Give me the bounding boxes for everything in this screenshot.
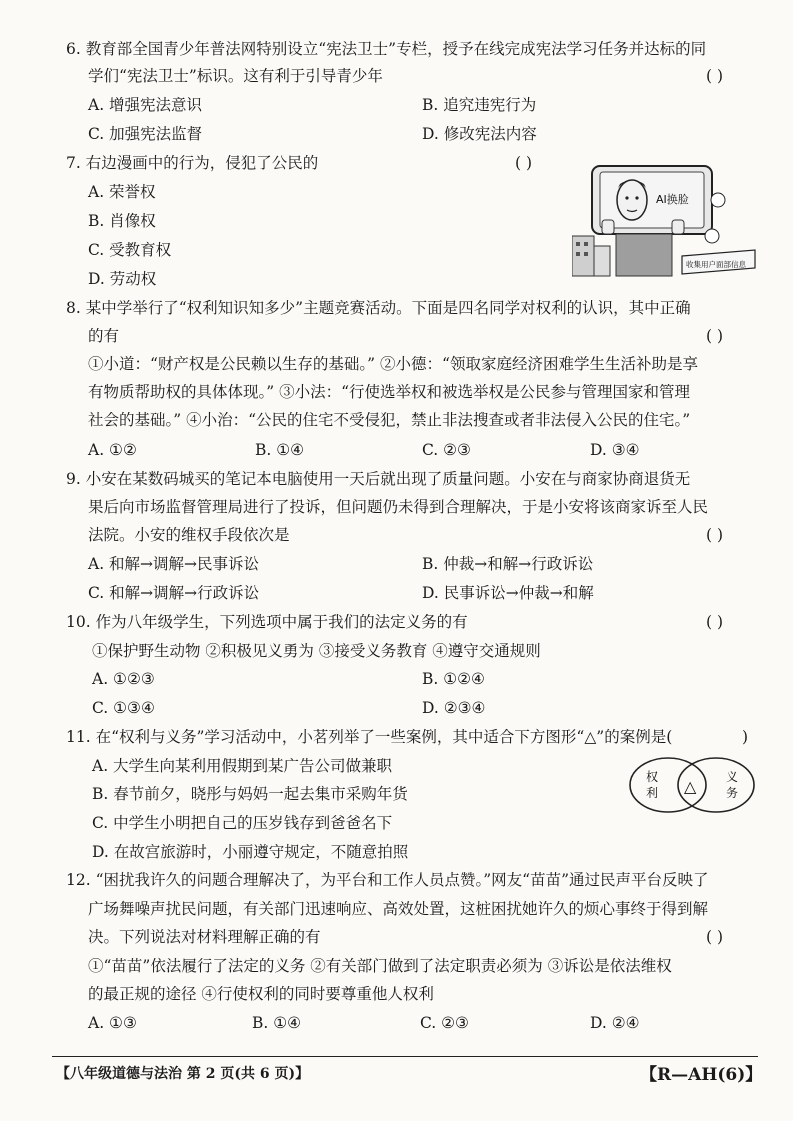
q8-stem-line2: 的有 [88, 327, 120, 345]
q11-answer-paren[interactable]: ) [742, 728, 749, 746]
q7-option-b[interactable]: B. 肖像权 [88, 212, 156, 230]
q8-statements-line3: 社会的基础。” ④小治：“公民的住宅不受侵犯，禁止非法搜查或者非法侵入公民的住宅。” [88, 411, 691, 429]
venn-left-label-2: 利 [646, 786, 659, 800]
q7-option-c[interactable]: C. 受教育权 [88, 241, 172, 259]
q7-option-a[interactable]: A. 荣誉权 [88, 183, 156, 201]
q12-option-a[interactable]: A. ①③ [88, 1014, 137, 1032]
venn-center-triangle: △ [684, 777, 697, 796]
q12-statements-line1: ①“苗苗”依法履行了法定的义务 ②有关部门做到了法定职责必须为 ③诉讼是依法维权 [88, 957, 672, 975]
q8-option-b[interactable]: B. ①④ [255, 441, 305, 459]
q12-stem-line1: 12. “困扰我许久的问题合理解决了，为平台和工作人员点赞。”网友“苗苗”通过民声平台反映了 [66, 871, 709, 889]
footer-page-info: 【八年级道德与法治 第 2 页(共 6 页)】 [56, 1066, 310, 1082]
comic-screen-text: AI换脸 [656, 193, 689, 206]
q6-stem-line1: 6. 教育部全国青少年普法网特别设立“宪法卫士”专栏，授予在线完成宪法学习任务并达标的同 [66, 40, 707, 58]
venn-left-label-1: 权 [646, 770, 659, 784]
q9-stem-line2: 果后向市场监督管理局进行了投诉，但问题仍未得到合理解决，于是小安将该商家诉至人民 [88, 498, 709, 516]
q10-option-c[interactable]: C. ①③④ [92, 699, 155, 717]
q7-stem-line1: 7. 右边漫画中的行为，侵犯了公民的 [66, 154, 319, 172]
rights-duties-venn-diagram [628, 755, 756, 815]
q12-stem-line2: 广场舞噪声扰民问题，有关部门迅速响应、高效处置，这桩困扰她许久的烦心事终于得到解 [88, 900, 709, 918]
q12-option-d[interactable]: D. ②④ [590, 1014, 640, 1032]
q8-statements-line1: ①小道：“财产权是公民赖以生存的基础。” ②小德：“领取家庭经济困难学生生活补助是享 [88, 355, 698, 373]
q9-option-d[interactable]: D. 民事诉讼→仲裁→和解 [422, 584, 594, 602]
q12-option-c[interactable]: C. ②③ [420, 1014, 469, 1032]
q12-stem-line3: 决。下列说法对材料理解正确的有 [88, 928, 321, 946]
q8-option-a[interactable]: A. ①② [88, 441, 137, 459]
q9-stem-line3: 法院。小安的维权手段依次是 [88, 526, 290, 544]
q11-option-b[interactable]: B. 春节前夕，晓彤与妈妈一起去集市采购年货 [92, 785, 408, 803]
footer-paper-code: 【R—AH(6)】 [640, 1065, 763, 1085]
q10-statements: ①保护野生动物 ②积极见义勇为 ③接受义务教育 ④遵守交通规则 [92, 642, 541, 660]
q6-stem-line2: 学们“宪法卫士”标识。这有利于引导青少年 [88, 67, 383, 85]
q9-answer-paren[interactable]: ( ) [706, 526, 724, 544]
q9-option-b[interactable]: B. 仲裁→和解→行政诉讼 [422, 555, 594, 573]
q11-option-c[interactable]: C. 中学生小明把自己的压岁钱存到爸爸名下 [92, 814, 393, 832]
q11-stem-line1: 11. 在“权利与义务”学习活动中，小茗列举了一些案例，其中适合下方图形“△”的案例是( [66, 728, 673, 746]
q10-option-d[interactable]: D. ②③④ [422, 699, 486, 717]
q8-option-d[interactable]: D. ③④ [590, 441, 640, 459]
q10-answer-paren[interactable]: ( ) [706, 613, 724, 631]
q6-answer-paren[interactable]: ( ) [706, 67, 724, 85]
q8-answer-paren[interactable]: ( ) [706, 327, 724, 345]
ai-face-swap-comic [572, 158, 757, 283]
q8-option-c[interactable]: C. ②③ [422, 441, 471, 459]
q6-option-b[interactable]: B. 追究违宪行为 [422, 96, 537, 114]
venn-right-label-2: 务 [726, 786, 739, 800]
q7-answer-paren[interactable]: ( ) [515, 154, 533, 172]
q10-option-a[interactable]: A. ①②③ [92, 670, 155, 688]
q6-option-d[interactable]: D. 修改宪法内容 [422, 125, 537, 143]
q11-option-a[interactable]: A. 大学生向某利用假期到某广告公司做兼职 [92, 757, 393, 775]
q8-stem-line1: 8. 某中学举行了“权利知识知多少”主题竞赛活动。下面是四名同学对权利的认识，其中正确 [66, 299, 691, 317]
q6-option-a[interactable]: A. 增强宪法意识 [88, 96, 203, 114]
q9-option-a[interactable]: A. 和解→调解→民事诉讼 [88, 555, 260, 573]
footer-divider [52, 1056, 758, 1057]
q12-statements-line2: 的最正规的途径 ④行使权利的同时要尊重他人权利 [88, 985, 434, 1003]
q10-option-b[interactable]: B. ①②④ [422, 670, 485, 688]
q7-option-d[interactable]: D. 劳动权 [88, 270, 157, 288]
q9-stem-line1: 9. 小安在某数码城买的笔记本电脑使用一天后就出现了质量问题。小安在与商家协商退货无 [66, 470, 691, 488]
q12-answer-paren[interactable]: ( ) [706, 928, 724, 946]
q8-statements-line2: 有物质帮助权的具体体现。” ③小法：“行使选举权和被选举权是公民参与管理国家和管理 [88, 383, 691, 401]
q10-stem-line1: 10. 作为八年级学生，下列选项中属于我们的法定义务的有 [66, 613, 468, 631]
q6-option-c[interactable]: C. 加强宪法监督 [88, 125, 203, 143]
q9-option-c[interactable]: C. 和解→调解→行政诉讼 [88, 584, 260, 602]
q11-option-d[interactable]: D. 在故宫旅游时，小丽遵守规定，不随意拍照 [92, 843, 409, 861]
comic-banner-text: 收集用户面部信息 [686, 260, 746, 269]
venn-right-label-1: 义 [726, 770, 739, 784]
q12-option-b[interactable]: B. ①④ [252, 1014, 302, 1032]
